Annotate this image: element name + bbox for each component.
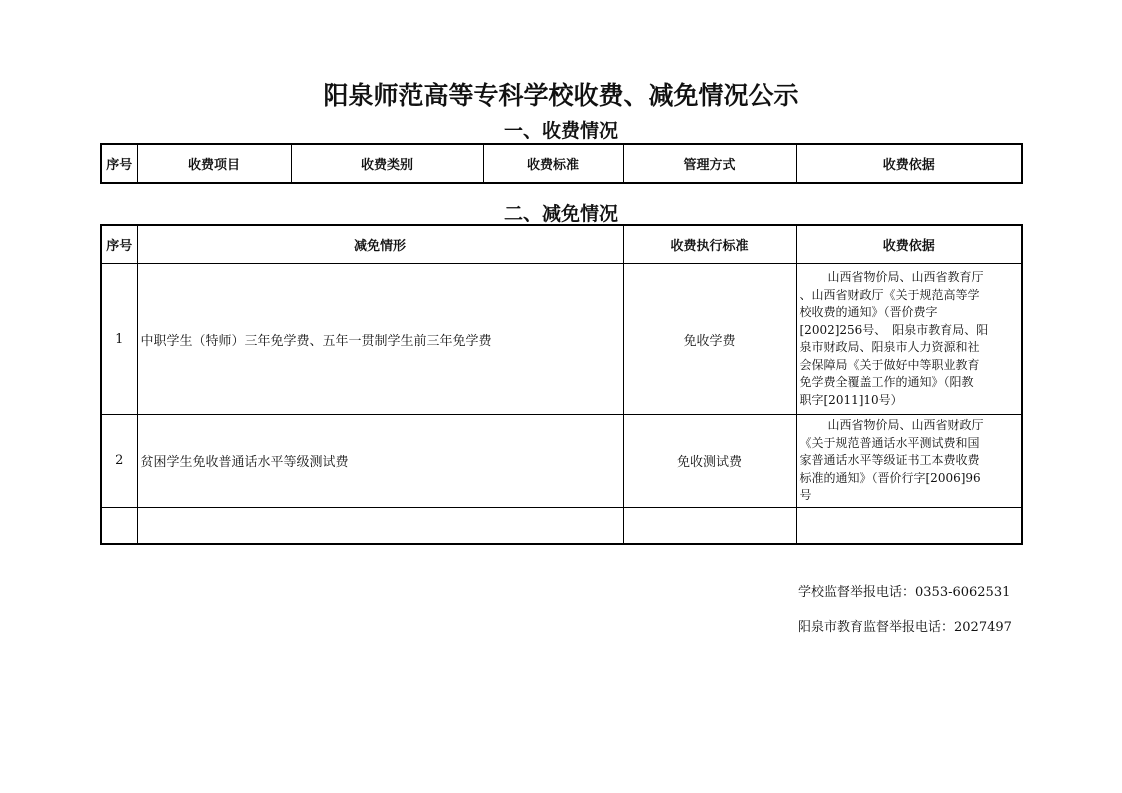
school-hotline: 学校监督举报电话：0353-6062531 bbox=[798, 585, 1011, 600]
basis-line: [2002]256号、 阳泉市教育局、阳 bbox=[799, 322, 989, 337]
header-fee-category: 收费类别 bbox=[291, 144, 483, 183]
empty-cell bbox=[137, 507, 623, 544]
section-fees-title: 一、收费情况 bbox=[503, 120, 618, 142]
empty-row bbox=[101, 507, 1022, 544]
table-row bbox=[101, 415, 1022, 508]
reduction-table bbox=[100, 224, 1023, 545]
header-fee-standard: 收费标准 bbox=[483, 144, 623, 183]
row-no: 1 bbox=[101, 264, 137, 415]
section-reduction-title: 二、减免情况 bbox=[503, 203, 618, 225]
row-situation: 中职学生（特师）三年免学费、五年一贯制学生前三年免学费 bbox=[137, 264, 623, 415]
empty-cell bbox=[623, 507, 796, 544]
fees-header-row bbox=[101, 144, 1022, 183]
table-row bbox=[101, 264, 1022, 415]
header-situation: 减免情形 bbox=[137, 225, 623, 264]
empty-cell bbox=[796, 507, 1022, 544]
header-basis: 收费依据 bbox=[796, 225, 1022, 264]
header-no: 序号 bbox=[101, 144, 137, 183]
row-standard: 免收学费 bbox=[623, 264, 796, 415]
basis-line: 免学费全覆盖工作的通知》（阳教 bbox=[799, 375, 974, 389]
empty-cell bbox=[101, 507, 137, 544]
basis-line: 《关于规范普通话水平测试费和国 bbox=[799, 435, 980, 450]
reduction-header-row bbox=[101, 225, 1022, 264]
row-standard: 免收测试费 bbox=[623, 415, 796, 508]
basis-line: 会保障局《关于做好中等职业教育 bbox=[799, 357, 980, 372]
city-hotline: 阳泉市教育监督举报电话：2027497 bbox=[798, 620, 1012, 635]
header-fee-item: 收费项目 bbox=[137, 144, 291, 183]
header-management: 管理方式 bbox=[623, 144, 796, 183]
header-no: 序号 bbox=[101, 225, 137, 264]
header-exec-standard: 收费执行标准 bbox=[623, 225, 796, 264]
basis-line: 家普通话水平等级证书工本费收费 bbox=[799, 453, 980, 467]
basis-line: 、山西省财政厅《关于规范高等学 bbox=[799, 287, 980, 302]
page-title: 阳泉师范高等专科学校收费、减免情况公示 bbox=[323, 81, 799, 110]
basis-line: 标准的通知》（晋价行字[2006]96 bbox=[799, 470, 981, 485]
row-basis bbox=[796, 264, 1022, 415]
basis-line: 山西省物价局、山西省教育厅 bbox=[827, 270, 984, 284]
basis-line: 泉市财政局、阳泉市人力资源和社 bbox=[799, 340, 980, 354]
basis-line: 职字[2011]10号） bbox=[799, 392, 903, 407]
row-no: 2 bbox=[101, 415, 137, 508]
row-situation: 贫困学生免收普通话水平等级测试费 bbox=[137, 415, 623, 508]
basis-line: 山西省物价局、山西省财政厅 bbox=[827, 418, 984, 432]
basis-line: 号 bbox=[799, 488, 812, 502]
basis-line: 校收费的通知》（晋价费字 bbox=[799, 305, 938, 319]
header-fee-basis: 收费依据 bbox=[796, 144, 1022, 183]
fees-table bbox=[100, 143, 1023, 184]
row-basis bbox=[796, 415, 1022, 508]
